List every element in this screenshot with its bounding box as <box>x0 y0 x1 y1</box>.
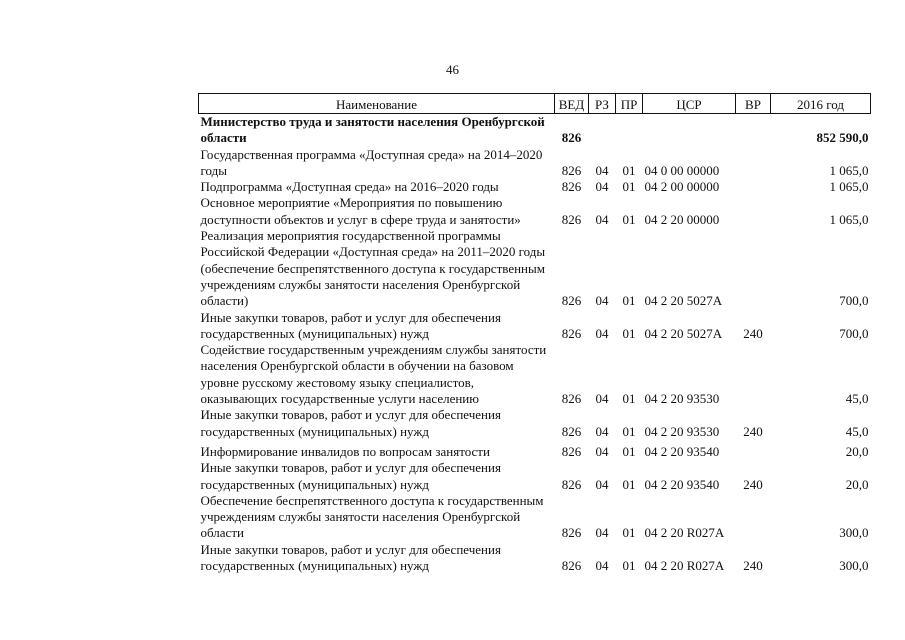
cell-pr: 01 <box>622 293 636 309</box>
header-year: 2016 год <box>771 94 871 114</box>
table-row <box>199 179 871 195</box>
table-row <box>199 228 871 309</box>
cell-name: Иные закупки товаров, работ и услуг для обеспечения государственных (муниципальных) нужд <box>200 541 501 574</box>
cell-name: Иные закупки товаров, работ и услуг для обеспечения государственных (муниципальных) нужд <box>200 460 501 492</box>
budget-table <box>198 93 871 574</box>
cell-pr <box>616 114 643 147</box>
table-row <box>199 310 871 343</box>
cell-ved: 826 <box>561 391 582 407</box>
cell-ved: 826 <box>561 443 582 459</box>
cell-amount: 1 065,0 <box>829 162 869 178</box>
table-row <box>199 342 871 407</box>
cell-pr: 01 <box>622 525 636 541</box>
cell-vr <box>736 342 771 407</box>
cell-csr: 04 2 20 00000 <box>644 211 720 227</box>
cell-amount: 300,0 <box>839 558 869 574</box>
cell-csr: 04 2 20 R027А <box>644 558 725 574</box>
cell-amount: 1 065,0 <box>829 179 869 195</box>
cell-name: Иные закупки товаров, работ и услуг для обеспечения государственных (муниципальных) нужд <box>200 407 501 439</box>
cell-amount: 852 590,0 <box>816 130 869 146</box>
cell-vr <box>736 195 771 228</box>
cell-amount: 20,0 <box>845 476 869 492</box>
cell-rz: 04 <box>595 391 609 407</box>
cell-rz: 04 <box>595 423 609 439</box>
cell-ved: 826 <box>561 179 582 195</box>
cell-name: Иные закупки товаров, работ и услуг для обеспечения государственных (муниципальных) нужд <box>200 309 501 341</box>
cell-ved: 826 <box>561 325 582 341</box>
cell-pr: 01 <box>622 162 636 178</box>
cell-ved: 826 <box>561 423 582 439</box>
table-row <box>199 114 871 147</box>
cell-csr: 04 0 00 00000 <box>644 162 720 178</box>
cell-pr: 01 <box>622 211 636 227</box>
cell-pr: 01 <box>622 325 636 341</box>
cell-ved: 826 <box>561 293 582 309</box>
cell-csr: 04 2 20 5027А <box>644 293 723 309</box>
cell-amount: 300,0 <box>839 525 869 541</box>
cell-name: Подпрограмма «Доступная среда» на 2016–2020 годы <box>200 179 499 195</box>
cell-pr: 01 <box>622 476 636 492</box>
header-rz: РЗ <box>589 94 616 114</box>
table-row <box>199 407 871 440</box>
cell-ved: 826 <box>561 130 582 146</box>
cell-vr <box>736 228 771 309</box>
cell-pr: 01 <box>622 558 636 574</box>
cell-ved: 826 <box>561 525 582 541</box>
cell-rz: 04 <box>595 525 609 541</box>
cell-ved: 826 <box>561 211 582 227</box>
cell-name: Государственная программа «Доступная среда» на 2014–2020 годы <box>200 146 543 178</box>
cell-ved: 826 <box>561 558 582 574</box>
cell-vr: 240 <box>743 423 763 439</box>
header-vr: ВР <box>736 94 771 114</box>
cell-ved: 826 <box>561 162 582 178</box>
cell-amount: 45,0 <box>845 423 869 439</box>
cell-csr: 04 2 20 93530 <box>644 391 720 407</box>
cell-pr: 01 <box>622 391 636 407</box>
cell-name: Реализация мероприятия государственной программы Российской Федерации «Доступная среда» на 2011–2020 годы (обеспечение беспрепятственного доступа к государственным учреждениям службы занятости населения Оренбургской области) <box>200 228 546 309</box>
table-header-row <box>199 94 871 114</box>
cell-csr: 04 2 20 5027А <box>644 325 723 341</box>
cell-vr: 240 <box>743 558 763 574</box>
cell-rz <box>589 114 616 147</box>
header-ved: ВЕД <box>555 94 589 114</box>
cell-rz: 04 <box>595 179 609 195</box>
cell-name: Содействие государственным учреждениям службы занятости населения Оренбургской области в обучении на базовом уровне русскому жестовому языку специалистов, оказывающих государственные услуги населению <box>200 342 547 407</box>
cell-rz: 04 <box>595 325 609 341</box>
cell-vr <box>736 114 771 147</box>
table-row <box>199 460 871 493</box>
cell-rz: 04 <box>595 443 609 459</box>
page-number: 46 <box>446 62 459 77</box>
cell-csr: 04 2 20 93530 <box>644 423 720 439</box>
cell-ved: 826 <box>561 476 582 492</box>
cell-vr: 240 <box>743 325 763 341</box>
cell-rz: 04 <box>595 476 609 492</box>
header-pr: ПР <box>616 94 643 114</box>
cell-vr <box>736 147 771 180</box>
cell-name: Обеспечение беспрепятственного доступа к государственным учреждениям службы занятости населения Оренбургской области <box>200 492 544 541</box>
header-name: Наименование <box>199 94 555 114</box>
cell-amount: 700,0 <box>839 325 869 341</box>
cell-amount: 45,0 <box>845 391 869 407</box>
cell-pr: 01 <box>622 179 636 195</box>
cell-csr: 04 2 20 93540 <box>644 476 720 492</box>
cell-vr <box>736 179 771 195</box>
table-row <box>199 147 871 180</box>
cell-csr: 04 2 20 R027А <box>644 525 725 541</box>
cell-rz: 04 <box>595 211 609 227</box>
header-csr: ЦСР <box>643 94 736 114</box>
cell-csr <box>643 114 736 147</box>
cell-vr <box>736 493 771 542</box>
table-row <box>199 440 871 460</box>
cell-rz: 04 <box>595 162 609 178</box>
table-row <box>199 542 871 575</box>
cell-csr: 04 2 20 93540 <box>644 443 720 459</box>
cell-name: Министерство труда и занятости населения Оренбургской области <box>200 114 545 146</box>
cell-name: Основное мероприятие «Мероприятия по повышению доступности объектов и услуг в сфере труда и занятости» <box>200 195 521 227</box>
cell-amount: 700,0 <box>839 293 869 309</box>
cell-amount: 20,0 <box>845 443 869 459</box>
cell-pr: 01 <box>622 423 636 439</box>
table-row <box>199 493 871 542</box>
cell-rz: 04 <box>595 558 609 574</box>
cell-name: Информирование инвалидов по вопросам занятости <box>200 443 490 459</box>
table-body <box>199 114 871 575</box>
cell-pr: 01 <box>622 443 636 459</box>
cell-csr: 04 2 00 00000 <box>644 179 720 195</box>
cell-rz: 04 <box>595 293 609 309</box>
cell-vr <box>736 440 771 460</box>
table-row <box>199 195 871 228</box>
cell-amount: 1 065,0 <box>829 211 869 227</box>
cell-vr: 240 <box>743 476 763 492</box>
